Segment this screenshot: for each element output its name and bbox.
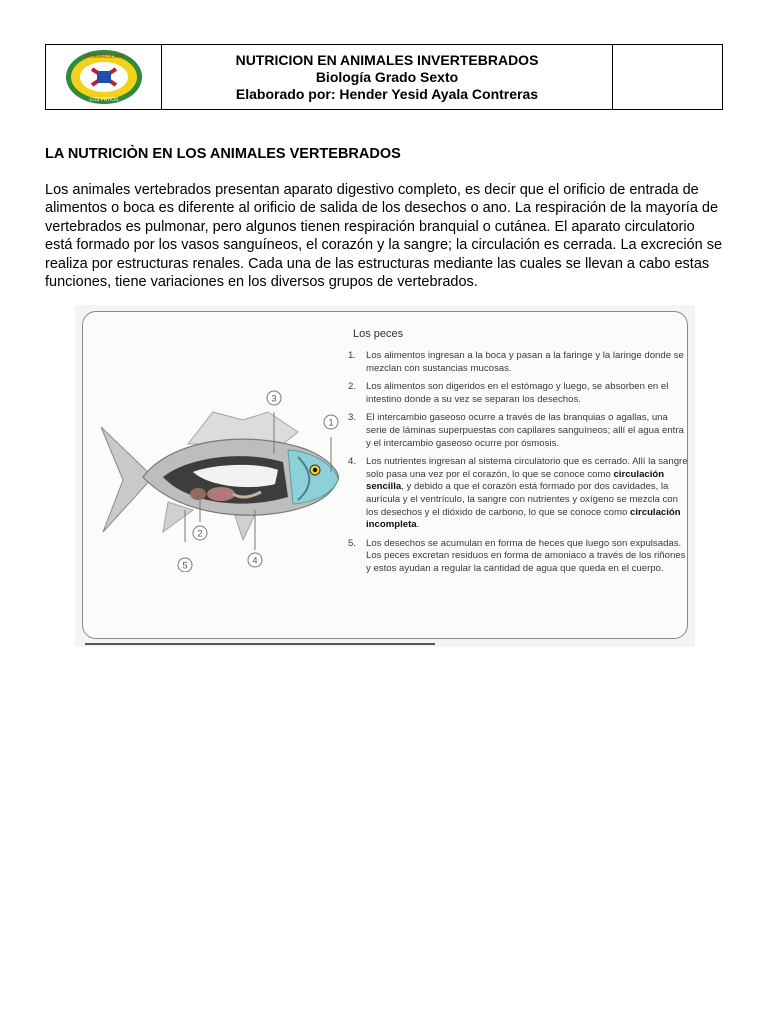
callout-5-label: 5 <box>182 560 188 571</box>
header-subject: Biología Grado Sexto <box>315 68 459 85</box>
step-text: Los alimentos son digeridos en el estómago y luego, se absorben en el intestino donde a su vez se separan los desechos. <box>366 381 669 405</box>
step-text: . <box>416 519 420 531</box>
step-item <box>348 381 688 406</box>
section-title: LA NUTRICIÒN EN LOS ANIMALES VERTEBRADOS <box>45 146 401 162</box>
step-item <box>348 350 688 375</box>
callout-2-label: 2 <box>197 528 203 539</box>
step-text: El intercambio gaseoso ocurre a través de las branquias o agallas, una serie de láminas superpuestas con capilares sanguíneos; allí el agua entra y el intercambio gaseoso ocurre por ósmosis. <box>366 412 684 449</box>
fish-illustration <box>93 382 343 572</box>
header-author: Elaborado por: Hender Yesid Ayala Contreras <box>235 85 539 102</box>
fish-figure <box>75 305 695 647</box>
logo-text-top: LA INMACULADA <box>83 54 124 60</box>
header-title-cell <box>162 45 613 109</box>
step-text: Los nutrientes ingresan al sistema circulatorio que es cerrado. Allí la sangre solo pasa una vez por el corazón, lo que se conoce como <box>366 456 688 480</box>
header-blank-cell <box>613 45 722 109</box>
figure-divider <box>85 643 435 645</box>
step-item <box>348 412 688 450</box>
document-header <box>45 44 723 110</box>
school-logo <box>62 47 146 107</box>
callout-4-label: 4 <box>252 555 258 566</box>
callout-1-label: 1 <box>328 417 334 428</box>
steps-list <box>348 350 688 582</box>
header-title: NUTRICION EN ANIMALES INVERTEBRADOS <box>235 51 539 68</box>
step-number: 4. <box>348 456 357 468</box>
step-item <box>348 456 688 532</box>
step-number: 1. <box>348 350 357 361</box>
step-number: 2. <box>348 381 357 393</box>
logo-cell <box>46 45 162 109</box>
step-text: Los desechos se acumulan en forma de heces que luego son expulsadas. Los peces excretan residuos en forma de amoniaco a través de los riñones y estos ayudan a regular la cantidad de agua que queda en el cuerpo. <box>366 537 686 574</box>
step-item <box>348 538 688 576</box>
step-text: Los alimentos ingresan a la boca y pasan a la faringe y la laringe donde se mezclan con sustancias mucosas. <box>366 350 684 374</box>
step-bold-term: circulación sencilla <box>366 468 665 493</box>
intro-paragraph: Los animales vertebrados presentan aparato digestivo completo, es decir que el orificio de entrada de alimentos o boca es diferente al orificio de salida de los desechos o ano. La respiración de la mayoría de vertebrados es pulmonar, pero algunos tienen respiración branquial o cutánea. El aparato circulatorio está formado por los vasos sanguíneos, el corazón y la sangre; la circulación es cerrada. La excreción se realiza por estructuras renales. Cada una de las estructuras mediante las cuales se llevan a cabo estas funciones, tiene variaciones en los diversos grupos de vertebrados. <box>45 182 723 291</box>
step-number: 5. <box>348 537 357 549</box>
step-bold-term: circulación incompleta <box>366 506 681 531</box>
callout-3-label: 3 <box>271 393 277 404</box>
logo-text-bottom: LOS PATIOS <box>89 97 118 103</box>
figure-title: Los peces <box>353 328 404 340</box>
figure-panel <box>82 311 688 639</box>
step-number: 3. <box>348 412 357 424</box>
step-text: , y debido a que el corazón está formado por dos cavidades, la aurícula y el ventrículo, la sangre con nutrientes y oxígeno se mezcla con los desechos y el dióxido de carbono, lo que se conoce como <box>366 481 678 518</box>
